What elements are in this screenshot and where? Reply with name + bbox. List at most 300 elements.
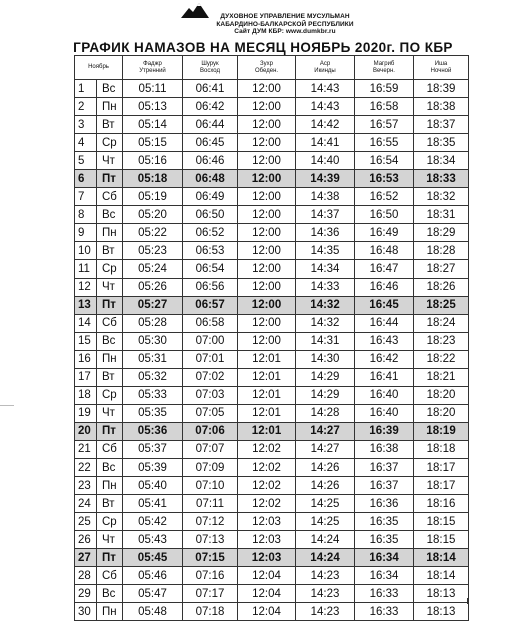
day-cell: 6 <box>75 170 97 188</box>
organization-name <box>195 13 375 36</box>
shuruk-time-cell: 06:49 <box>183 188 238 206</box>
isha-time-cell: 18:32 <box>414 188 469 206</box>
isha-time-cell: 18:18 <box>414 440 469 458</box>
maghrib-time-cell: 16:37 <box>355 477 414 495</box>
zuhr-time-cell: 12:00 <box>238 260 296 278</box>
asr-time-cell: 14:42 <box>296 116 355 134</box>
table-row <box>75 350 469 368</box>
asr-time-cell: 14:23 <box>296 603 355 621</box>
weekday-cell: Вс <box>97 585 123 603</box>
asr-time-cell: 14:36 <box>296 224 355 242</box>
weekday-cell: Пн <box>97 350 123 368</box>
table-row-friday <box>75 296 469 314</box>
asr-time-cell: 14:32 <box>296 314 355 332</box>
day-cell: 17 <box>75 368 97 386</box>
table-row <box>75 98 469 116</box>
day-cell: 5 <box>75 152 97 170</box>
zuhr-time-cell: 12:00 <box>238 80 296 98</box>
maghrib-time-cell: 16:34 <box>355 549 414 567</box>
shuruk-time-cell: 06:48 <box>183 170 238 188</box>
shuruk-time-cell: 07:09 <box>183 458 238 476</box>
day-cell: 9 <box>75 224 97 242</box>
table-body <box>75 80 469 621</box>
zuhr-time-cell: 12:00 <box>238 116 296 134</box>
isha-time-cell: 18:15 <box>414 513 469 531</box>
fajr-time-cell: 05:41 <box>123 495 183 513</box>
isha-time-cell: 18:23 <box>414 332 469 350</box>
cut-off-row-fragment <box>74 598 468 604</box>
maghrib-time-cell: 16:33 <box>355 585 414 603</box>
maghrib-time-cell: 16:47 <box>355 260 414 278</box>
isha-time-cell: 18:34 <box>414 152 469 170</box>
zuhr-time-cell: 12:02 <box>238 440 296 458</box>
maghrib-time-cell: 16:55 <box>355 134 414 152</box>
asr-time-cell: 14:23 <box>296 585 355 603</box>
day-cell: 25 <box>75 513 97 531</box>
table-row <box>75 260 469 278</box>
maghrib-time-cell: 16:48 <box>355 242 414 260</box>
asr-time-cell: 14:28 <box>296 404 355 422</box>
fajr-time-cell: 05:43 <box>123 531 183 549</box>
table-row <box>75 278 469 296</box>
day-cell: 28 <box>75 567 97 585</box>
table-row <box>75 314 469 332</box>
asr-time-cell: 14:29 <box>296 368 355 386</box>
shuruk-time-cell: 06:41 <box>183 80 238 98</box>
shuruk-time-cell: 06:52 <box>183 224 238 242</box>
asr-time-cell: 14:41 <box>296 134 355 152</box>
zuhr-time-cell: 12:01 <box>238 422 296 440</box>
isha-time-cell: 18:39 <box>414 80 469 98</box>
shuruk-time-cell: 07:18 <box>183 603 238 621</box>
asr-time-cell: 14:23 <box>296 567 355 585</box>
fajr-time-cell: 05:18 <box>123 170 183 188</box>
column-header <box>238 56 296 80</box>
table-row <box>75 477 469 495</box>
day-cell: 16 <box>75 350 97 368</box>
maghrib-time-cell: 16:46 <box>355 278 414 296</box>
fajr-time-cell: 05:35 <box>123 404 183 422</box>
weekday-cell: Пт <box>97 170 123 188</box>
fajr-time-cell: 05:28 <box>123 314 183 332</box>
asr-time-cell: 14:33 <box>296 278 355 296</box>
zuhr-time-cell: 12:00 <box>238 314 296 332</box>
maghrib-time-cell: 16:54 <box>355 152 414 170</box>
table-row <box>75 458 469 476</box>
isha-time-cell: 18:33 <box>414 170 469 188</box>
zuhr-time-cell: 12:04 <box>238 603 296 621</box>
column-header-sublabel: Ночной <box>430 67 452 74</box>
weekday-cell: Пн <box>97 224 123 242</box>
zuhr-time-cell: 12:00 <box>238 332 296 350</box>
grid-line <box>74 598 75 604</box>
table-row <box>75 152 469 170</box>
fajr-time-cell: 05:13 <box>123 98 183 116</box>
column-header <box>75 56 123 80</box>
fajr-time-cell: 05:36 <box>123 422 183 440</box>
maghrib-time-cell: 16:50 <box>355 206 414 224</box>
maghrib-time-cell: 16:41 <box>355 368 414 386</box>
asr-time-cell: 14:25 <box>296 513 355 531</box>
fajr-time-cell: 05:33 <box>123 386 183 404</box>
shuruk-time-cell: 07:06 <box>183 422 238 440</box>
weekday-cell: Чт <box>97 531 123 549</box>
day-cell: 7 <box>75 188 97 206</box>
prayer-schedule-table <box>74 55 469 621</box>
shuruk-time-cell: 06:44 <box>183 116 238 134</box>
asr-time-cell: 14:31 <box>296 332 355 350</box>
fajr-time-cell: 05:32 <box>123 368 183 386</box>
asr-time-cell: 14:43 <box>296 98 355 116</box>
shuruk-time-cell: 07:11 <box>183 495 238 513</box>
shuruk-time-cell: 07:10 <box>183 477 238 495</box>
maghrib-time-cell: 16:39 <box>355 422 414 440</box>
weekday-cell: Ср <box>97 513 123 531</box>
day-cell: 26 <box>75 531 97 549</box>
maghrib-time-cell: 16:33 <box>355 603 414 621</box>
grid-line <box>354 598 355 604</box>
zuhr-time-cell: 12:04 <box>238 585 296 603</box>
zuhr-time-cell: 12:00 <box>238 242 296 260</box>
day-cell: 27 <box>75 549 97 567</box>
weekday-cell: Пт <box>97 549 123 567</box>
zuhr-time-cell: 12:01 <box>238 368 296 386</box>
table-row <box>75 332 469 350</box>
day-cell: 30 <box>75 603 97 621</box>
asr-time-cell: 14:30 <box>296 350 355 368</box>
day-cell: 8 <box>75 206 97 224</box>
asr-time-cell: 14:34 <box>296 260 355 278</box>
isha-time-cell: 18:13 <box>414 585 469 603</box>
fajr-time-cell: 05:45 <box>123 549 183 567</box>
zuhr-time-cell: 12:04 <box>238 567 296 585</box>
maghrib-time-cell: 16:49 <box>355 224 414 242</box>
table-row <box>75 513 469 531</box>
weekday-cell: Пн <box>97 477 123 495</box>
day-cell: 14 <box>75 314 97 332</box>
shuruk-time-cell: 06:45 <box>183 134 238 152</box>
table-row-friday <box>75 170 469 188</box>
document-header <box>0 0 526 56</box>
column-header-label: Ноябрь <box>88 64 109 70</box>
zuhr-time-cell: 12:00 <box>238 296 296 314</box>
column-header <box>183 56 238 80</box>
isha-time-cell: 18:17 <box>414 477 469 495</box>
fajr-time-cell: 05:22 <box>123 224 183 242</box>
isha-time-cell: 18:19 <box>414 422 469 440</box>
isha-time-cell: 18:22 <box>414 350 469 368</box>
shuruk-time-cell: 07:05 <box>183 404 238 422</box>
table-row <box>75 567 469 585</box>
weekday-cell: Вт <box>97 495 123 513</box>
zuhr-time-cell: 12:02 <box>238 458 296 476</box>
shuruk-time-cell: 06:42 <box>183 98 238 116</box>
zuhr-time-cell: 12:00 <box>238 98 296 116</box>
table-row <box>75 495 469 513</box>
weekday-cell: Ср <box>97 386 123 404</box>
asr-time-cell: 14:39 <box>296 170 355 188</box>
weekday-cell: Пн <box>97 98 123 116</box>
isha-time-cell: 18:14 <box>414 549 469 567</box>
table-row <box>75 603 469 621</box>
day-cell: 4 <box>75 134 97 152</box>
zuhr-time-cell: 12:03 <box>238 531 296 549</box>
zuhr-time-cell: 12:03 <box>238 549 296 567</box>
maghrib-time-cell: 16:35 <box>355 513 414 531</box>
isha-time-cell: 18:17 <box>414 458 469 476</box>
day-cell: 2 <box>75 98 97 116</box>
maghrib-time-cell: 16:42 <box>355 350 414 368</box>
maghrib-time-cell: 16:53 <box>355 170 414 188</box>
zuhr-time-cell: 12:02 <box>238 495 296 513</box>
shuruk-time-cell: 06:46 <box>183 152 238 170</box>
maghrib-time-cell: 16:57 <box>355 116 414 134</box>
isha-time-cell: 18:29 <box>414 224 469 242</box>
weekday-cell: Пт <box>97 296 123 314</box>
zuhr-time-cell: 12:00 <box>238 134 296 152</box>
isha-time-cell: 18:27 <box>414 260 469 278</box>
shuruk-time-cell: 06:56 <box>183 278 238 296</box>
isha-time-cell: 18:20 <box>414 404 469 422</box>
grid-line <box>122 598 123 604</box>
zuhr-time-cell: 12:00 <box>238 188 296 206</box>
fajr-time-cell: 05:19 <box>123 188 183 206</box>
isha-time-cell: 18:28 <box>414 242 469 260</box>
isha-time-cell: 18:21 <box>414 368 469 386</box>
isha-time-cell: 18:20 <box>414 386 469 404</box>
day-cell: 23 <box>75 477 97 495</box>
shuruk-time-cell: 06:54 <box>183 260 238 278</box>
maghrib-time-cell: 16:35 <box>355 531 414 549</box>
maghrib-time-cell: 16:40 <box>355 404 414 422</box>
column-header-sublabel: Обеден. <box>254 67 279 74</box>
org-site: Сайт ДУМ КБР: www.dumkbr.ru <box>234 28 336 35</box>
maghrib-time-cell: 16:43 <box>355 332 414 350</box>
weekday-cell: Вс <box>97 206 123 224</box>
weekday-cell: Пт <box>97 422 123 440</box>
asr-time-cell: 14:40 <box>296 152 355 170</box>
day-cell: 29 <box>75 585 97 603</box>
table-row <box>75 188 469 206</box>
weekday-cell: Чт <box>97 152 123 170</box>
table-row <box>75 134 469 152</box>
shuruk-time-cell: 07:16 <box>183 567 238 585</box>
day-cell: 3 <box>75 116 97 134</box>
edge-divider <box>0 405 14 406</box>
zuhr-time-cell: 12:00 <box>238 224 296 242</box>
table-row <box>75 440 469 458</box>
column-header <box>414 56 469 80</box>
shuruk-time-cell: 06:57 <box>183 296 238 314</box>
column-header-label: Аср <box>319 60 331 67</box>
asr-time-cell: 14:24 <box>296 531 355 549</box>
isha-time-cell: 18:37 <box>414 116 469 134</box>
day-cell: 11 <box>75 260 97 278</box>
zuhr-time-cell: 12:00 <box>238 170 296 188</box>
maghrib-time-cell: 16:44 <box>355 314 414 332</box>
isha-time-cell: 18:24 <box>414 314 469 332</box>
maghrib-time-cell: 16:34 <box>355 567 414 585</box>
column-header <box>296 56 355 80</box>
zuhr-time-cell: 12:00 <box>238 206 296 224</box>
weekday-cell: Вт <box>97 242 123 260</box>
column-header-label: Магриб <box>373 60 395 67</box>
column-header-label: Зухр <box>260 60 273 67</box>
maghrib-time-cell: 16:59 <box>355 80 414 98</box>
table-header-row <box>75 56 469 80</box>
isha-time-cell: 18:38 <box>414 98 469 116</box>
fajr-time-cell: 05:42 <box>123 513 183 531</box>
day-cell: 18 <box>75 386 97 404</box>
table-row <box>75 386 469 404</box>
weekday-cell: Вс <box>97 80 123 98</box>
fajr-time-cell: 05:27 <box>123 296 183 314</box>
weekday-cell: Вс <box>97 332 123 350</box>
column-header <box>123 56 183 80</box>
asr-time-cell: 14:26 <box>296 477 355 495</box>
day-cell: 22 <box>75 458 97 476</box>
shuruk-time-cell: 06:53 <box>183 242 238 260</box>
weekday-cell: Вс <box>97 458 123 476</box>
asr-time-cell: 14:27 <box>296 422 355 440</box>
shuruk-time-cell: 07:17 <box>183 585 238 603</box>
day-cell: 24 <box>75 495 97 513</box>
day-cell: 19 <box>75 404 97 422</box>
isha-time-cell: 18:15 <box>414 531 469 549</box>
fajr-time-cell: 05:31 <box>123 350 183 368</box>
zuhr-time-cell: 12:01 <box>238 386 296 404</box>
grid-line <box>237 598 238 604</box>
page-title: ГРАФИК НАМАЗОВ НА МЕСЯЦ НОЯБРЬ 2020г. ПО КБР <box>73 40 453 55</box>
isha-time-cell: 18:16 <box>414 495 469 513</box>
shuruk-time-cell: 07:12 <box>183 513 238 531</box>
column-header-label: Фаджр <box>143 60 162 67</box>
table-row <box>75 368 469 386</box>
isha-time-cell: 18:35 <box>414 134 469 152</box>
weekday-cell: Сб <box>97 440 123 458</box>
shuruk-time-cell: 06:50 <box>183 206 238 224</box>
shuruk-time-cell: 07:03 <box>183 386 238 404</box>
asr-time-cell: 14:37 <box>296 206 355 224</box>
weekday-cell: Ср <box>97 134 123 152</box>
fajr-time-cell: 05:15 <box>123 134 183 152</box>
shuruk-time-cell: 07:15 <box>183 549 238 567</box>
asr-time-cell: 14:26 <box>296 458 355 476</box>
asr-time-cell: 14:43 <box>296 80 355 98</box>
zuhr-time-cell: 12:03 <box>238 513 296 531</box>
zuhr-time-cell: 12:00 <box>238 278 296 296</box>
column-header-label: Иша <box>434 60 448 67</box>
asr-time-cell: 14:29 <box>296 386 355 404</box>
fajr-time-cell: 05:39 <box>123 458 183 476</box>
fajr-time-cell: 05:47 <box>123 585 183 603</box>
fajr-time-cell: 05:46 <box>123 567 183 585</box>
isha-time-cell: 18:31 <box>414 206 469 224</box>
table-row <box>75 116 469 134</box>
fajr-time-cell: 05:14 <box>123 116 183 134</box>
table-row-friday <box>75 549 469 567</box>
day-cell: 10 <box>75 242 97 260</box>
weekday-cell: Сб <box>97 188 123 206</box>
fajr-time-cell: 05:48 <box>123 603 183 621</box>
day-cell: 13 <box>75 296 97 314</box>
fajr-time-cell: 05:40 <box>123 477 183 495</box>
table-row <box>75 224 469 242</box>
asr-time-cell: 14:38 <box>296 188 355 206</box>
fajr-time-cell: 05:16 <box>123 152 183 170</box>
maghrib-time-cell: 16:58 <box>355 98 414 116</box>
day-cell: 15 <box>75 332 97 350</box>
table-row <box>75 242 469 260</box>
column-header-sublabel: Утренний <box>139 67 166 74</box>
table-row <box>75 80 469 98</box>
grid-line <box>182 598 183 604</box>
table-row <box>75 404 469 422</box>
isha-time-cell: 18:14 <box>414 567 469 585</box>
fajr-time-cell: 05:23 <box>123 242 183 260</box>
fajr-time-cell: 05:11 <box>123 80 183 98</box>
maghrib-time-cell: 16:45 <box>355 296 414 314</box>
zuhr-time-cell: 12:01 <box>238 404 296 422</box>
fajr-time-cell: 05:24 <box>123 260 183 278</box>
weekday-cell: Чт <box>97 278 123 296</box>
fajr-time-cell: 05:26 <box>123 278 183 296</box>
grid-line <box>467 598 468 604</box>
column-header <box>355 56 414 80</box>
asr-time-cell: 14:24 <box>296 549 355 567</box>
maghrib-time-cell: 16:37 <box>355 458 414 476</box>
day-cell: 12 <box>75 278 97 296</box>
maghrib-time-cell: 16:52 <box>355 188 414 206</box>
column-header-sublabel: Восход <box>200 67 220 74</box>
table-row-friday <box>75 422 469 440</box>
asr-time-cell: 14:25 <box>296 495 355 513</box>
shuruk-time-cell: 07:01 <box>183 350 238 368</box>
maghrib-time-cell: 16:40 <box>355 386 414 404</box>
zuhr-time-cell: 12:00 <box>238 152 296 170</box>
fajr-time-cell: 05:20 <box>123 206 183 224</box>
weekday-cell: Ср <box>97 260 123 278</box>
weekday-cell: Сб <box>97 567 123 585</box>
weekday-cell: Вт <box>97 116 123 134</box>
shuruk-time-cell: 07:00 <box>183 332 238 350</box>
weekday-cell: Пн <box>97 603 123 621</box>
column-header-label: Шурук <box>201 60 219 67</box>
fajr-time-cell: 05:30 <box>123 332 183 350</box>
table-row <box>75 531 469 549</box>
weekday-cell: Чт <box>97 404 123 422</box>
day-cell: 20 <box>75 422 97 440</box>
org-line-1: ДУХОВНОЕ УПРАВЛЕНИЕ МУСУЛЬМАН <box>220 13 350 20</box>
shuruk-time-cell: 07:02 <box>183 368 238 386</box>
zuhr-time-cell: 12:01 <box>238 350 296 368</box>
zuhr-time-cell: 12:02 <box>238 477 296 495</box>
grid-line <box>413 598 414 604</box>
column-header-sublabel: Вечерн. <box>373 67 395 74</box>
fajr-time-cell: 05:37 <box>123 440 183 458</box>
grid-line <box>295 598 296 604</box>
asr-time-cell: 14:35 <box>296 242 355 260</box>
isha-time-cell: 18:13 <box>414 603 469 621</box>
maghrib-time-cell: 16:36 <box>355 495 414 513</box>
asr-time-cell: 14:32 <box>296 296 355 314</box>
asr-time-cell: 14:27 <box>296 440 355 458</box>
shuruk-time-cell: 06:58 <box>183 314 238 332</box>
weekday-cell: Вт <box>97 368 123 386</box>
day-cell: 1 <box>75 80 97 98</box>
column-header-sublabel: Икинды <box>314 67 336 74</box>
day-cell: 21 <box>75 440 97 458</box>
